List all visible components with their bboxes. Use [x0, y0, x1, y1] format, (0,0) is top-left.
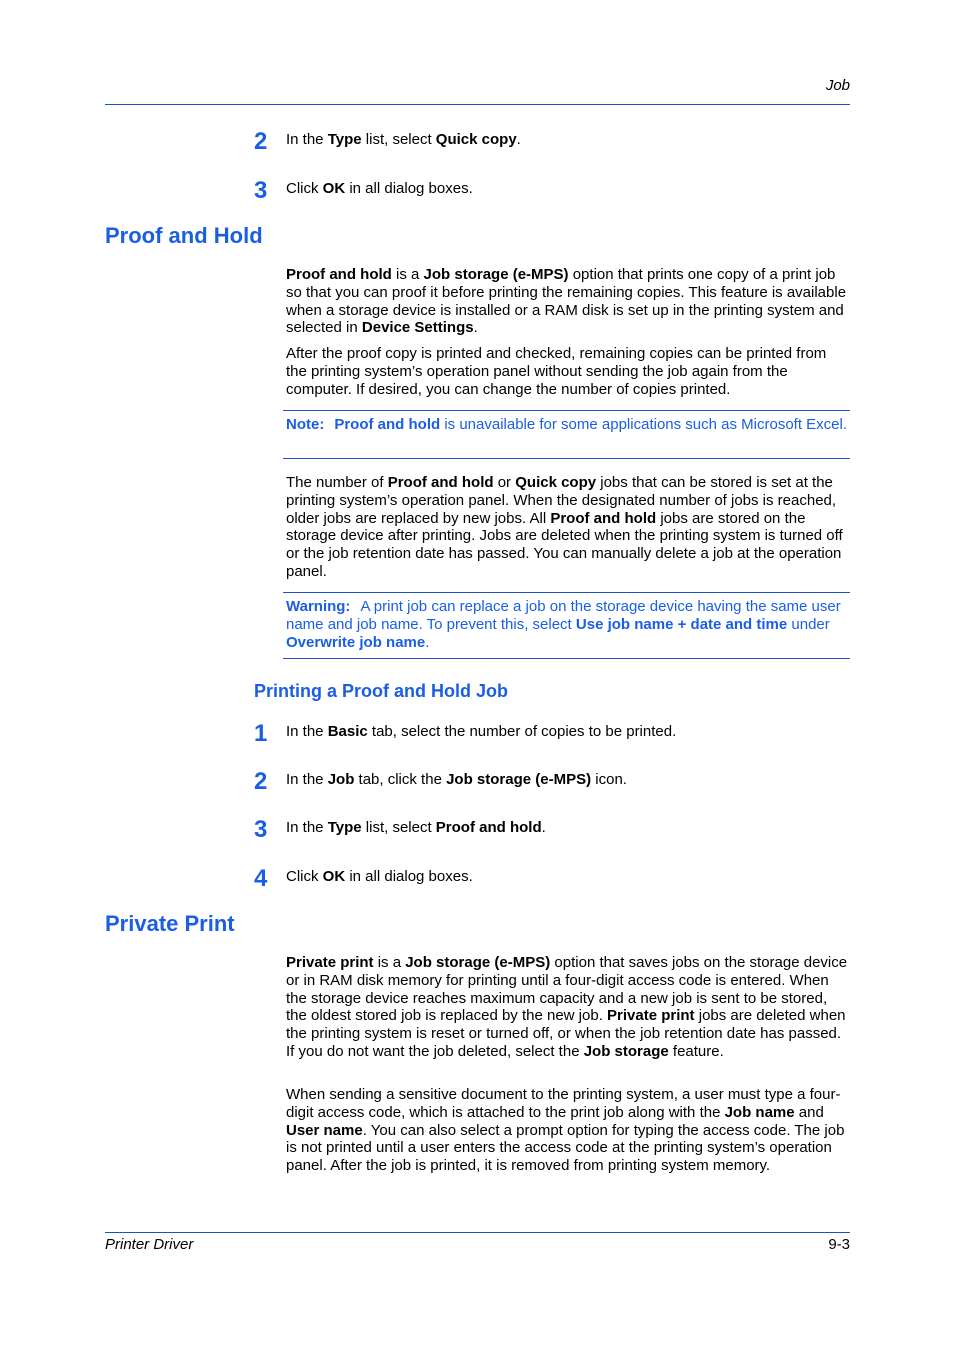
step-text: In the Basic tab, select the number of copies to be printed.: [286, 723, 677, 740]
step-text: In the Type list, select Proof and hold.: [286, 819, 546, 836]
step-number: 2: [254, 768, 268, 795]
paragraph: After the proof copy is printed and checked, remaining copies can be printed from the printing system’s operation panel without sending the job again from the computer. If desired, you can change the number of copies printed.: [286, 345, 827, 398]
warning-block: Warning: A print job can replace a job on the storage device having the same user name and job name. To prevent this, select Use job name + date and time under Overwrite job name.: [286, 598, 841, 651]
note-rule-bottom: [283, 458, 850, 459]
note-block: Note: Proof and hold is unavailable for some applications such as Microsoft Excel.: [286, 416, 848, 433]
paragraph: Proof and hold is a Job storage (e-MPS) option that prints one copy of a print job so that you can proof it before printing the remaining copies. This feature is available when a storage device is installed or a RAM disk is set up in the printing system and selected in Device Settings.: [286, 266, 847, 337]
step-number: 3: [254, 177, 268, 204]
footer-rule: [105, 1232, 850, 1233]
paragraph: Private print is a Job storage (e-MPS) option that saves jobs on the storage device or in RAM disk memory for printing until a four-digit access code is entered. When the storage device reaches maximum capacity and a new job is sent to be stored, the oldest stored job is replaced by the new job. Private print jobs are deleted when the printing system is reset or turned off, or when the job retention date has passed. If you do not want the job deleted, select the Job storage feature.: [286, 954, 848, 1060]
step-number: 2: [254, 128, 268, 155]
step-text: In the Type list, select Quick copy.: [286, 131, 521, 148]
section-heading-proof-and-hold: Proof and Hold: [105, 223, 263, 248]
section-heading-private-print: Private Print: [105, 911, 235, 936]
header-rule: [105, 104, 850, 105]
paragraph: The number of Proof and hold or Quick copy jobs that can be stored is set at the printing system’s operation panel. When the designated number of jobs is reached, older jobs are replaced by new jobs. All Proof and hold jobs are stored on the storage device after printing. Jobs are deleted when the printing system is turned off or the job retention date has passed. You can manually delete a job at the operation panel.: [286, 474, 843, 580]
footer-title: Printer Driver: [105, 1236, 194, 1253]
subsection-heading-printing: Printing a Proof and Hold Job: [254, 681, 508, 701]
warning-rule-bottom: [283, 658, 850, 659]
running-header: Job: [825, 77, 850, 94]
warning-rule-top: [283, 592, 850, 593]
paragraph: When sending a sensitive document to the printing system, a user must type a four-digit access code, which is attached to the print job along with the Job name and User name. You can also select a prompt option for typing the access code. The job is not printed until a user enters the access code at the printing system’s operation panel. After the job is printed, it is removed from printing system memory.: [286, 1086, 845, 1175]
step-text: Click OK in all dialog boxes.: [286, 868, 473, 885]
step-number: 4: [254, 865, 268, 892]
step-number: 1: [254, 720, 268, 747]
step-number: 3: [254, 816, 268, 843]
step-text: In the Job tab, click the Job storage (e-MPS) icon.: [286, 771, 627, 788]
step-text: Click OK in all dialog boxes.: [286, 180, 473, 197]
note-rule-top: [283, 410, 850, 411]
page-number: 9-3: [828, 1236, 850, 1253]
